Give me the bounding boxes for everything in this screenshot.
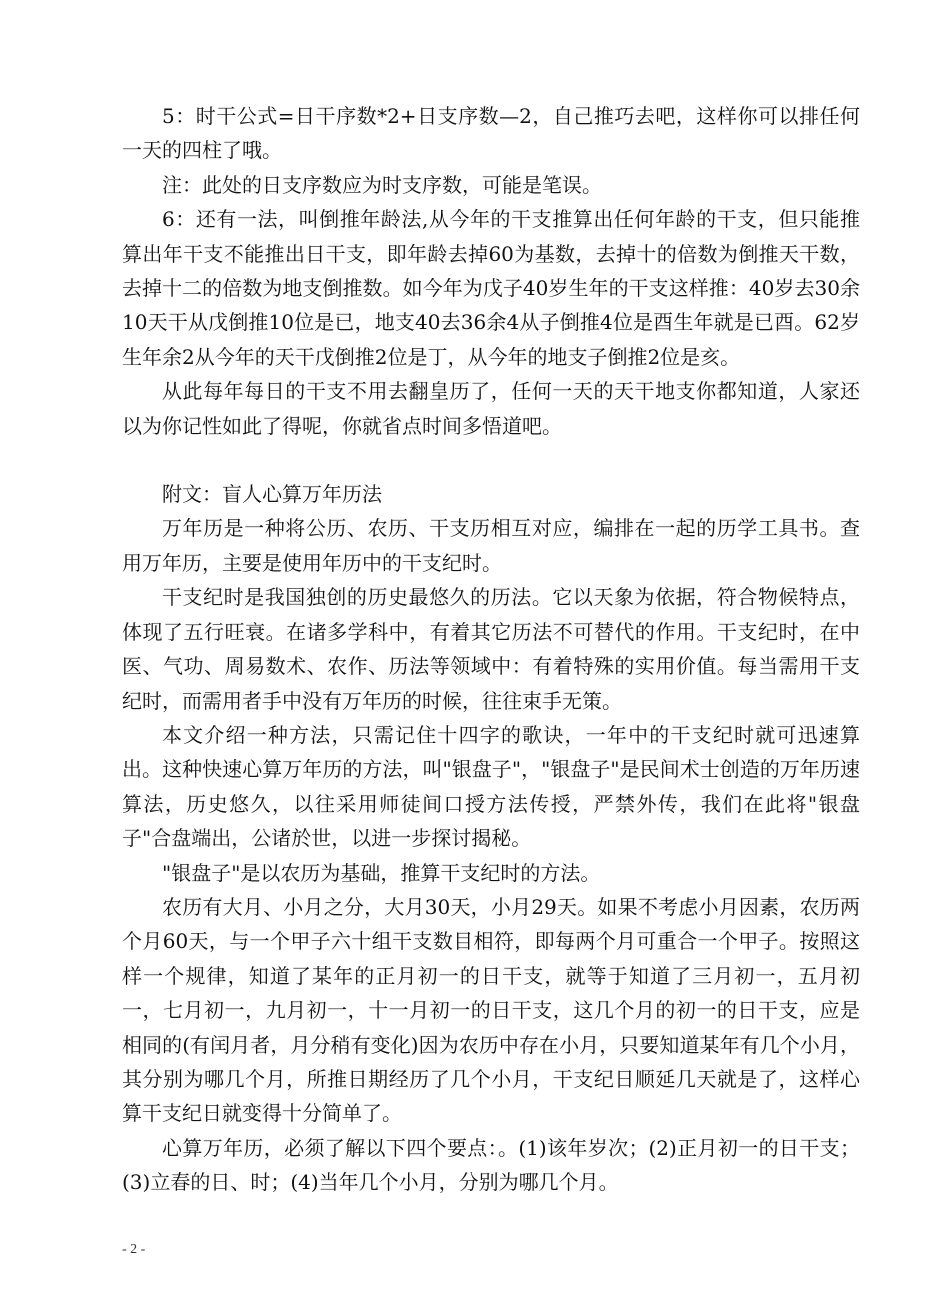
page-number: - 2 - (122, 1242, 146, 1257)
paragraph-conclusion: 从此每年每日的干支不用去翻皇历了，任何一天的天干地支你都知道，人家还以为你记性如此了得呢，你就省点时间多悟道吧。 (122, 379, 860, 438)
paragraph-method-intro: 本文介绍一种方法，只需记住十四字的歌诀，一年中的干支纪时就可迅速算出。这种快速心算万年历的方法，叫"银盘子"，"银盘子"是民间术士创造的万年历速算法，历史悠久，以往采用师徒间口授方法传授，严禁外传，我们在此将"银盘子"合盘端出，公诸於世，以进一步探讨揭秘。 (122, 722, 860, 851)
paragraph-reverse-age-method: 6：还有一法，叫倒推年龄法,从今年的干支推算出任何年龄的干支，但只能推算出年干支不能推出日干支，即年龄去掉60为基数，去掉十的倍数为倒推天干数，去掉十二的倍数为地支倒推数。如今年为戊子40岁生年的干支这样推：40岁去30余10天干从戊倒推10位是已，地支40去36余4从子倒推4位是酉生年就是已酉。62岁生年余2从今年的天干戊倒推2位是丁，从今年的地支子倒推2位是亥。 (122, 207, 860, 369)
paragraph-time-stem-formula: 5：时干公式=日干序数*2+日支序数—2，自己推巧去吧，这样你可以排任何一天的四柱了哦。 (122, 104, 860, 163)
paragraph-lunar-months: 农历有大月、小月之分，大月30天，小月29天。如果不考虑小月因素，农历两个月60天，与一个甲子六十组干支数目相符，即每两个月可重合一个甲子。按照这样一个规律，知道了某年的正月初一的日干支，就等于知道了三月初一，五月初一，七月初一，九月初一，十一月初一的日干支，这几个月的初一的日干支，应是相同的(有闰月者，月分稍有变化)因为农历中存在小月，只要知道某年有几个小月，其分别为哪几个月，所推日期经历了几个小月，干支纪日顺延几天就是了，这样心算干支纪日就变得十分简单了。 (122, 894, 860, 1126)
paragraph-ganzhi-history: 干支纪时是我国独创的历史最悠久的历法。它以天象为依据，符合物候特点，体现了五行旺衰。在诸多学科中，有着其它历法不可替代的作用。干支纪时，在中医、气功、周易数术、农作、历法等领域中：有着特殊的实用价值。每当需用干支纪时，而需用者手中没有万年历的时候，往往束手无策。 (122, 585, 860, 713)
body-text (122, 99, 860, 1200)
paragraph-four-key-points: 心算万年历，必须了解以下四个要点：。(1)该年岁次；(2)正月初一的日干支；(3)立春的日、时；(4)当年几个小月，分别为哪几个月。 (122, 1135, 860, 1195)
paragraph-silver-plate-basis: "银盘子"是以农历为基础，推算干支纪时的方法。 (162, 860, 601, 885)
paragraph-calendar-intro: 万年历是一种将公历、农历、干支历相互对应，编排在一起的历学工具书。查用万年历，主要是使用年历中的干支纪时。 (122, 516, 860, 575)
paragraph-note: 注：此处的日支序数应为时支序数，可能是笔误。 (162, 172, 602, 197)
appendix-heading: 附文：盲人心算万年历法 (162, 482, 382, 507)
